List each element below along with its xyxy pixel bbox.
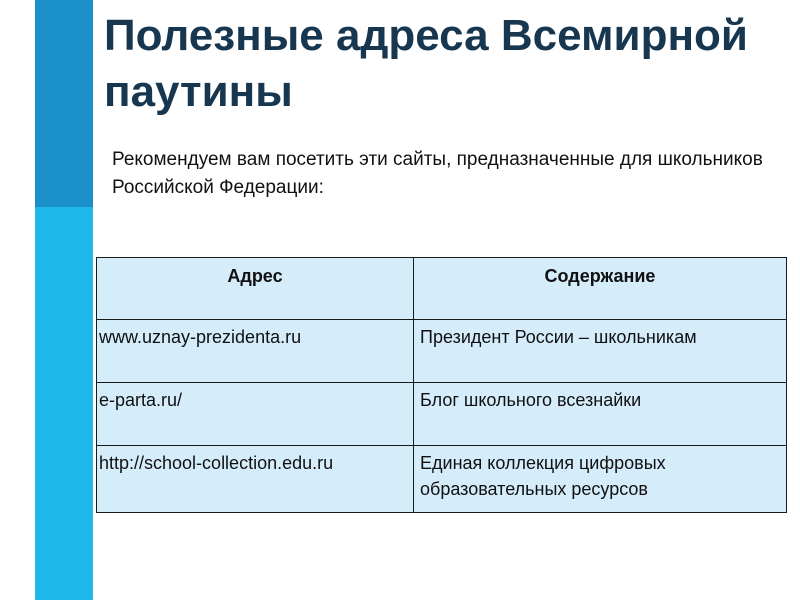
site-description: Президент России – школьникам (414, 320, 787, 383)
site-description: Блог школьного всезнайки (414, 383, 787, 446)
intro-text: Рекомендуем вам посетить эти сайты, предназначенные для школьников Российской Федерации: (112, 149, 763, 198)
table-row (97, 320, 787, 383)
page-title: Полезные адреса Всемирной паутины (104, 11, 748, 116)
side-accent-bar-top (35, 0, 93, 207)
links-table (96, 257, 787, 513)
site-address: http://school-collection.edu.ru (97, 446, 414, 513)
site-address: e-parta.ru/ (97, 383, 414, 446)
site-address: www.uznay-prezidenta.ru (97, 320, 414, 383)
side-accent-bar-bottom (35, 207, 93, 600)
header-address: Адрес (97, 258, 414, 320)
table-header-row (97, 258, 787, 320)
site-description: Единая коллекция цифровых образовательных ресурсов (414, 446, 787, 513)
table-row (97, 446, 787, 513)
table-row (97, 383, 787, 446)
header-content: Содержание (414, 258, 787, 320)
